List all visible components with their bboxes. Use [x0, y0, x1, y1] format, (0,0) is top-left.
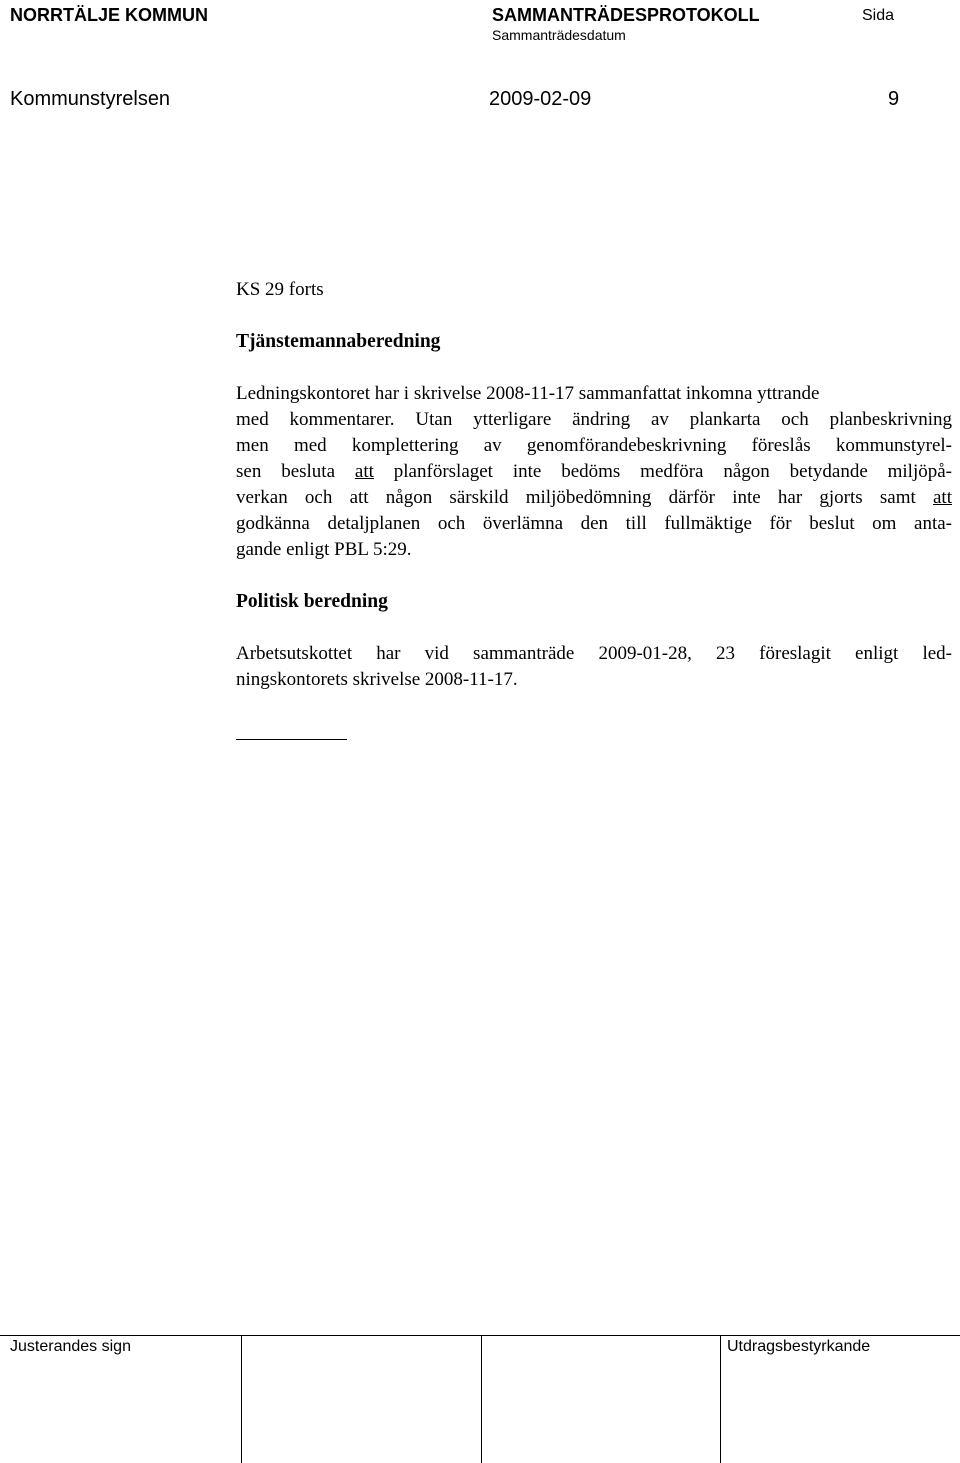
text-run: planförslaget inte bedöms medföra någon betydande miljöpå- [373, 461, 952, 482]
paragraph-line: Ledningskontoret har i skrivelse 2008-11-17 sammanfattat inkomna yttrande [236, 383, 820, 404]
committee-name: Kommunstyrelsen [10, 88, 171, 110]
footer-divider [0, 1335, 960, 1336]
municipality-name: NORRTÄLJE KOMMUN [10, 5, 208, 25]
section-end-rule [236, 739, 347, 740]
footer-box-divider [481, 1335, 482, 1463]
footer-box-divider [241, 1335, 242, 1463]
paragraph-political-preparation [236, 641, 952, 693]
adjuster-signature-label: Justerandes sign [10, 1338, 131, 1355]
heading-official-preparation: Tjänstemannaberedning [236, 331, 441, 352]
section-reference: KS 29 forts [236, 279, 324, 300]
paragraph-line [236, 459, 952, 485]
underlined-word: att [354, 461, 374, 482]
meeting-date-label: Sammanträdesdatum [492, 27, 626, 43]
paragraph-line: ningskontorets skrivelse 2008-11-17. [236, 669, 518, 690]
paragraph-line: med kommentarer. Utan ytterligare ändring av plankarta och planbeskrivning [236, 409, 952, 430]
paragraph-line: godkänna detaljplanen och överlämna den till fullmäktige för beslut om anta- [236, 513, 952, 534]
paragraph-line: gande enligt PBL 5:29. [236, 539, 412, 560]
extract-certification-label: Utdragsbestyrkande [727, 1338, 871, 1355]
paragraph-line [236, 485, 952, 511]
document-type: SAMMANTRÄDESPROTOKOLL [492, 5, 760, 25]
text-run: sen besluta [236, 461, 355, 482]
paragraph-official-preparation [236, 381, 952, 563]
text-run: verkan och att någon särskild miljöbedömning därför inte har gjorts samt [236, 487, 933, 508]
page-label: Sida [862, 7, 895, 24]
paragraph-line: men med komplettering av genomförandebeskrivning föreslås kommunstyrel- [236, 435, 952, 456]
paragraph-line: Arbetsutskottet har vid sammanträde 2009-01-28, 23 föreslagit enligt led- [236, 643, 952, 664]
page-number: 9 [888, 88, 900, 110]
meeting-date: 2009-02-09 [489, 88, 592, 110]
heading-political-preparation: Politisk beredning [236, 591, 388, 612]
underlined-word: att [933, 487, 952, 508]
footer-box-divider [720, 1335, 721, 1463]
